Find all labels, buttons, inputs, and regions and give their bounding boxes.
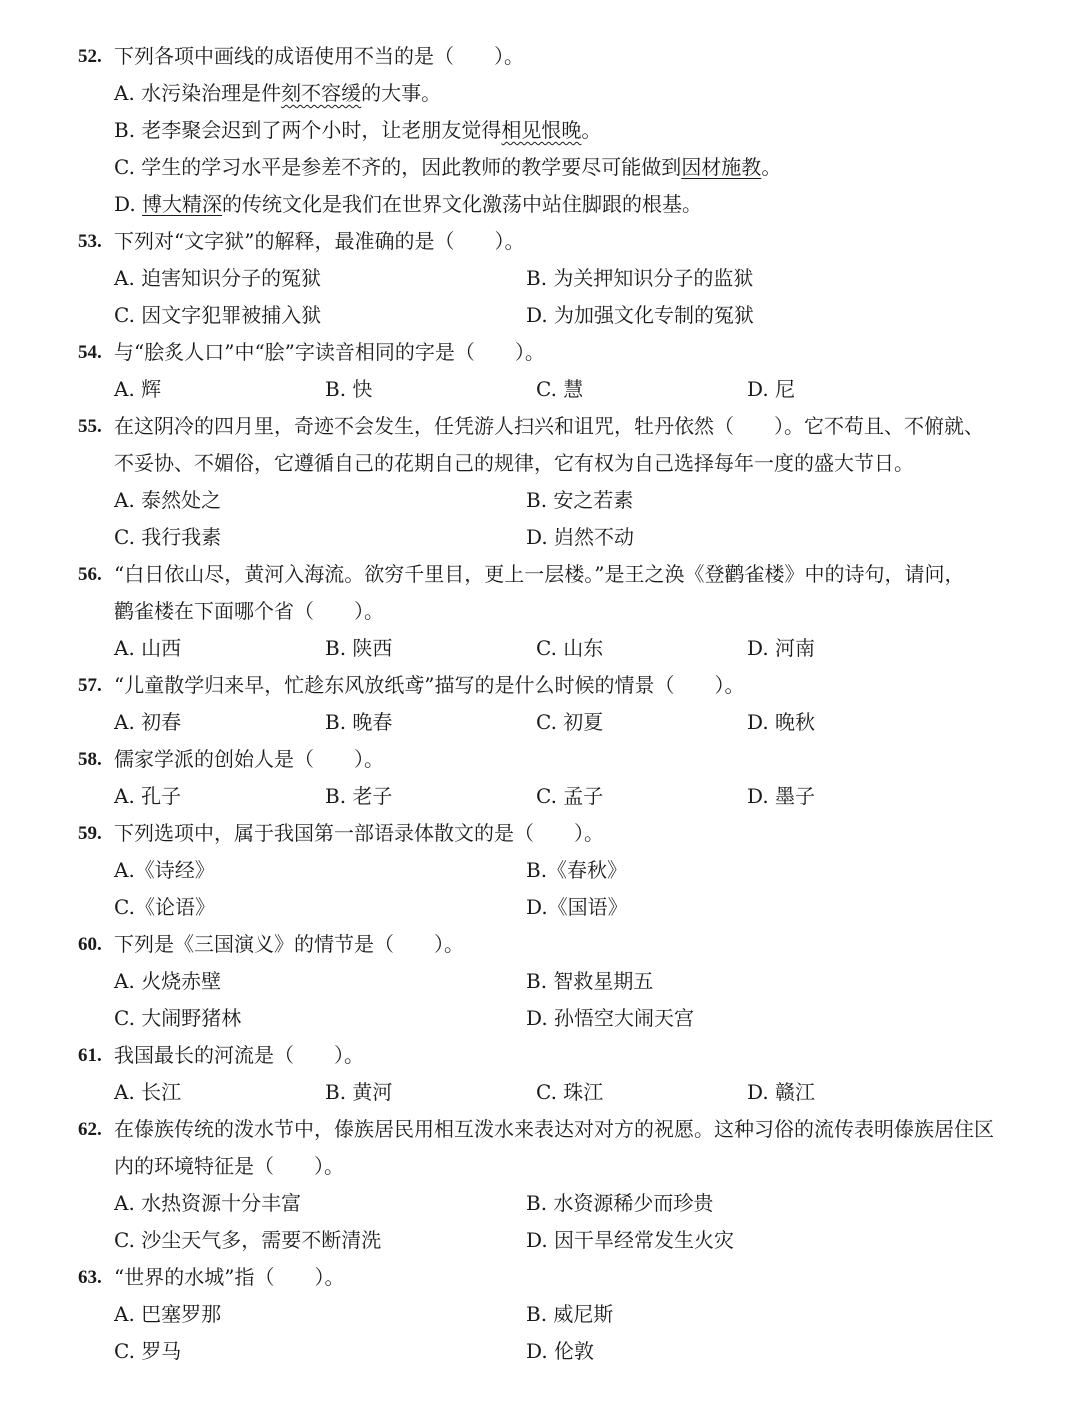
option-c: C. 我行我素 xyxy=(114,525,222,549)
option-c: C. 慧 xyxy=(536,377,584,401)
option-c: C. 山东 xyxy=(536,636,604,660)
option-a: A. 水热资源十分丰富 xyxy=(114,1191,302,1215)
question-63 xyxy=(78,1259,1020,1370)
question-text: 下列选项中，属于我国第一部语录体散文的是（ ）。 xyxy=(114,821,604,845)
option-b: B. 陕西 xyxy=(325,636,393,660)
question-number: 62. xyxy=(78,1119,102,1140)
option-d: D. 赣江 xyxy=(747,1080,816,1104)
option-b: B. 黄河 xyxy=(325,1080,393,1104)
option-b: B. 水资源稀少而珍贵 xyxy=(526,1191,714,1215)
question-text-continued: 内的环境特征是（ ）。 xyxy=(114,1154,344,1178)
option-d: D. 伦敦 xyxy=(526,1339,595,1363)
option-a: A.《诗经》 xyxy=(114,858,215,882)
question-60 xyxy=(78,926,1020,1037)
option-suffix: 的大事。 xyxy=(361,81,442,105)
option-a: A. 迫害知识分子的冤狱 xyxy=(114,266,322,290)
question-stem xyxy=(78,334,1020,371)
question-stem xyxy=(78,926,1020,963)
option-c: C. 珠江 xyxy=(536,1080,604,1104)
question-text: 我国最长的河流是（ ）。 xyxy=(114,1043,364,1067)
options xyxy=(78,704,1020,741)
question-56 xyxy=(78,556,1020,667)
option-a: A. 长江 xyxy=(114,1080,182,1104)
option-a: A. 山西 xyxy=(114,636,182,660)
option-d: D. 墨子 xyxy=(747,784,816,808)
options xyxy=(78,260,1020,334)
question-number: 59. xyxy=(78,823,102,844)
option-d: D. 因干旱经常发生火灾 xyxy=(526,1228,735,1252)
underlined-idiom: 刻不容缓 xyxy=(281,81,362,105)
question-58 xyxy=(78,741,1020,815)
question-text: 下列各项中画线的成语使用不当的是（ ）。 xyxy=(114,44,524,68)
options xyxy=(78,963,1020,1037)
option-suffix: 的传统文化是我们在世界文化激荡中站住脚跟的根基。 xyxy=(222,192,703,216)
option-a: A. 泰然处之 xyxy=(114,488,222,512)
options xyxy=(78,75,1020,223)
underlined-idiom: 博大精深 xyxy=(142,192,223,216)
option-b xyxy=(114,112,1020,149)
options xyxy=(78,1296,1020,1370)
question-text: 下列对“文字狱”的解释，最准确的是（ ）。 xyxy=(114,229,525,253)
question-text-continued: 不妥协、不媚俗，它遵循自己的花期自己的规律，它有权为自己选择每年一度的盛大节日。 xyxy=(114,451,914,475)
option-d: D. 孙悟空大闹天宫 xyxy=(526,1006,695,1030)
question-number: 56. xyxy=(78,564,102,585)
option-d: D.《国语》 xyxy=(526,895,628,919)
question-text-continued: 鹳雀楼在下面哪个省（ ）。 xyxy=(114,599,384,623)
option-prefix: A. 水污染治理是件 xyxy=(114,81,282,105)
question-stem xyxy=(78,38,1020,75)
options xyxy=(78,1074,1020,1111)
question-number: 54. xyxy=(78,342,102,363)
question-number: 60. xyxy=(78,934,102,955)
option-b: B. 晚春 xyxy=(325,710,393,734)
question-number: 57. xyxy=(78,675,102,696)
question-stem xyxy=(78,1111,1020,1148)
option-b: B. 快 xyxy=(325,377,373,401)
question-stem xyxy=(78,741,1020,778)
question-54 xyxy=(78,334,1020,408)
question-53 xyxy=(78,223,1020,334)
question-stem xyxy=(78,1037,1020,1074)
question-text: 儒家学派的创始人是（ ）。 xyxy=(114,747,384,771)
option-c: C. 初夏 xyxy=(536,710,604,734)
options xyxy=(78,852,1020,926)
option-c: C. 因文字犯罪被捕入狱 xyxy=(114,303,322,327)
option-suffix: 。 xyxy=(761,155,782,179)
option-a: A. 辉 xyxy=(114,377,162,401)
option-prefix: C. 学生的学习水平是参差不齐的，因此教师的教学要尽可能做到 xyxy=(114,155,682,179)
question-text: 与“脍炙人口”中“脍”字读音相同的字是（ ）。 xyxy=(114,340,545,364)
options xyxy=(78,1185,1020,1259)
option-a: A. 孔子 xyxy=(114,784,182,808)
question-stem xyxy=(78,223,1020,260)
question-text: 下列是《三国演义》的情节是（ ）。 xyxy=(114,932,464,956)
option-c xyxy=(114,149,1020,186)
option-prefix: D. xyxy=(114,192,143,216)
option-c: C. 孟子 xyxy=(536,784,604,808)
option-b: B. 为关押知识分子的监狱 xyxy=(526,266,754,290)
option-c: C.《论语》 xyxy=(114,895,215,919)
option-a: A. 火烧赤壁 xyxy=(114,969,222,993)
question-stem xyxy=(78,667,1020,704)
question-62 xyxy=(78,1111,1020,1259)
options xyxy=(78,482,1020,556)
option-d: D. 晚秋 xyxy=(747,710,816,734)
option-b: B.《春秋》 xyxy=(526,858,628,882)
question-number: 63. xyxy=(78,1267,102,1288)
option-a: A. 初春 xyxy=(114,710,182,734)
options xyxy=(78,630,1020,667)
option-d: D. 为加强文化专制的冤狱 xyxy=(526,303,755,327)
question-number: 58. xyxy=(78,749,102,770)
option-d: D. 尼 xyxy=(747,377,796,401)
option-suffix: 。 xyxy=(581,118,602,142)
option-c: C. 大闹野猪林 xyxy=(114,1006,242,1030)
question-stem xyxy=(78,408,1020,445)
option-b: B. 老子 xyxy=(325,784,393,808)
option-d: D. 岿然不动 xyxy=(526,525,635,549)
option-b: B. 威尼斯 xyxy=(526,1302,614,1326)
question-text: 在这阴冷的四月里，奇迹不会发生，任凭游人扫兴和诅咒，牡丹依然（ ）。它不苟且、不俯就、 xyxy=(114,414,984,438)
question-number: 61. xyxy=(78,1045,102,1066)
question-57 xyxy=(78,667,1020,741)
option-prefix: B. 老李聚会迟到了两个小时，让老朋友觉得 xyxy=(114,118,502,142)
option-d xyxy=(114,186,1020,223)
option-c: C. 罗马 xyxy=(114,1339,182,1363)
question-text: “白日依山尽，黄河入海流。欲穷千里目，更上一层楼。”是王之涣《登鹳雀楼》中的诗句，请问， xyxy=(114,562,965,586)
question-59 xyxy=(78,815,1020,926)
question-number: 53. xyxy=(78,231,102,252)
option-b: B. 安之若素 xyxy=(526,488,634,512)
question-number: 52. xyxy=(78,46,102,67)
option-a xyxy=(114,75,1020,112)
option-a: A. 巴塞罗那 xyxy=(114,1302,222,1326)
question-stem xyxy=(78,1259,1020,1296)
question-text: 在傣族传统的泼水节中，傣族居民用相互泼水来表达对对方的祝愿。这种习俗的流传表明傣族居住区 xyxy=(114,1117,994,1141)
question-52 xyxy=(78,38,1020,223)
underlined-idiom: 因材施教 xyxy=(681,155,762,179)
question-stem xyxy=(78,556,1020,593)
options xyxy=(78,778,1020,815)
question-number: 55. xyxy=(78,416,102,437)
option-c: C. 沙尘天气多，需要不断清洗 xyxy=(114,1228,382,1252)
underlined-idiom: 相见恨晚 xyxy=(501,118,582,142)
question-text: “世界的水城”指（ ）。 xyxy=(114,1265,345,1289)
question-55 xyxy=(78,408,1020,556)
option-d: D. 河南 xyxy=(747,636,816,660)
question-61 xyxy=(78,1037,1020,1111)
question-text: “儿童散学归来早，忙趁东风放纸鸢”描写的是什么时候的情景（ ）。 xyxy=(114,673,745,697)
question-stem xyxy=(78,815,1020,852)
options xyxy=(78,371,1020,408)
option-b: B. 智救星期五 xyxy=(526,969,654,993)
